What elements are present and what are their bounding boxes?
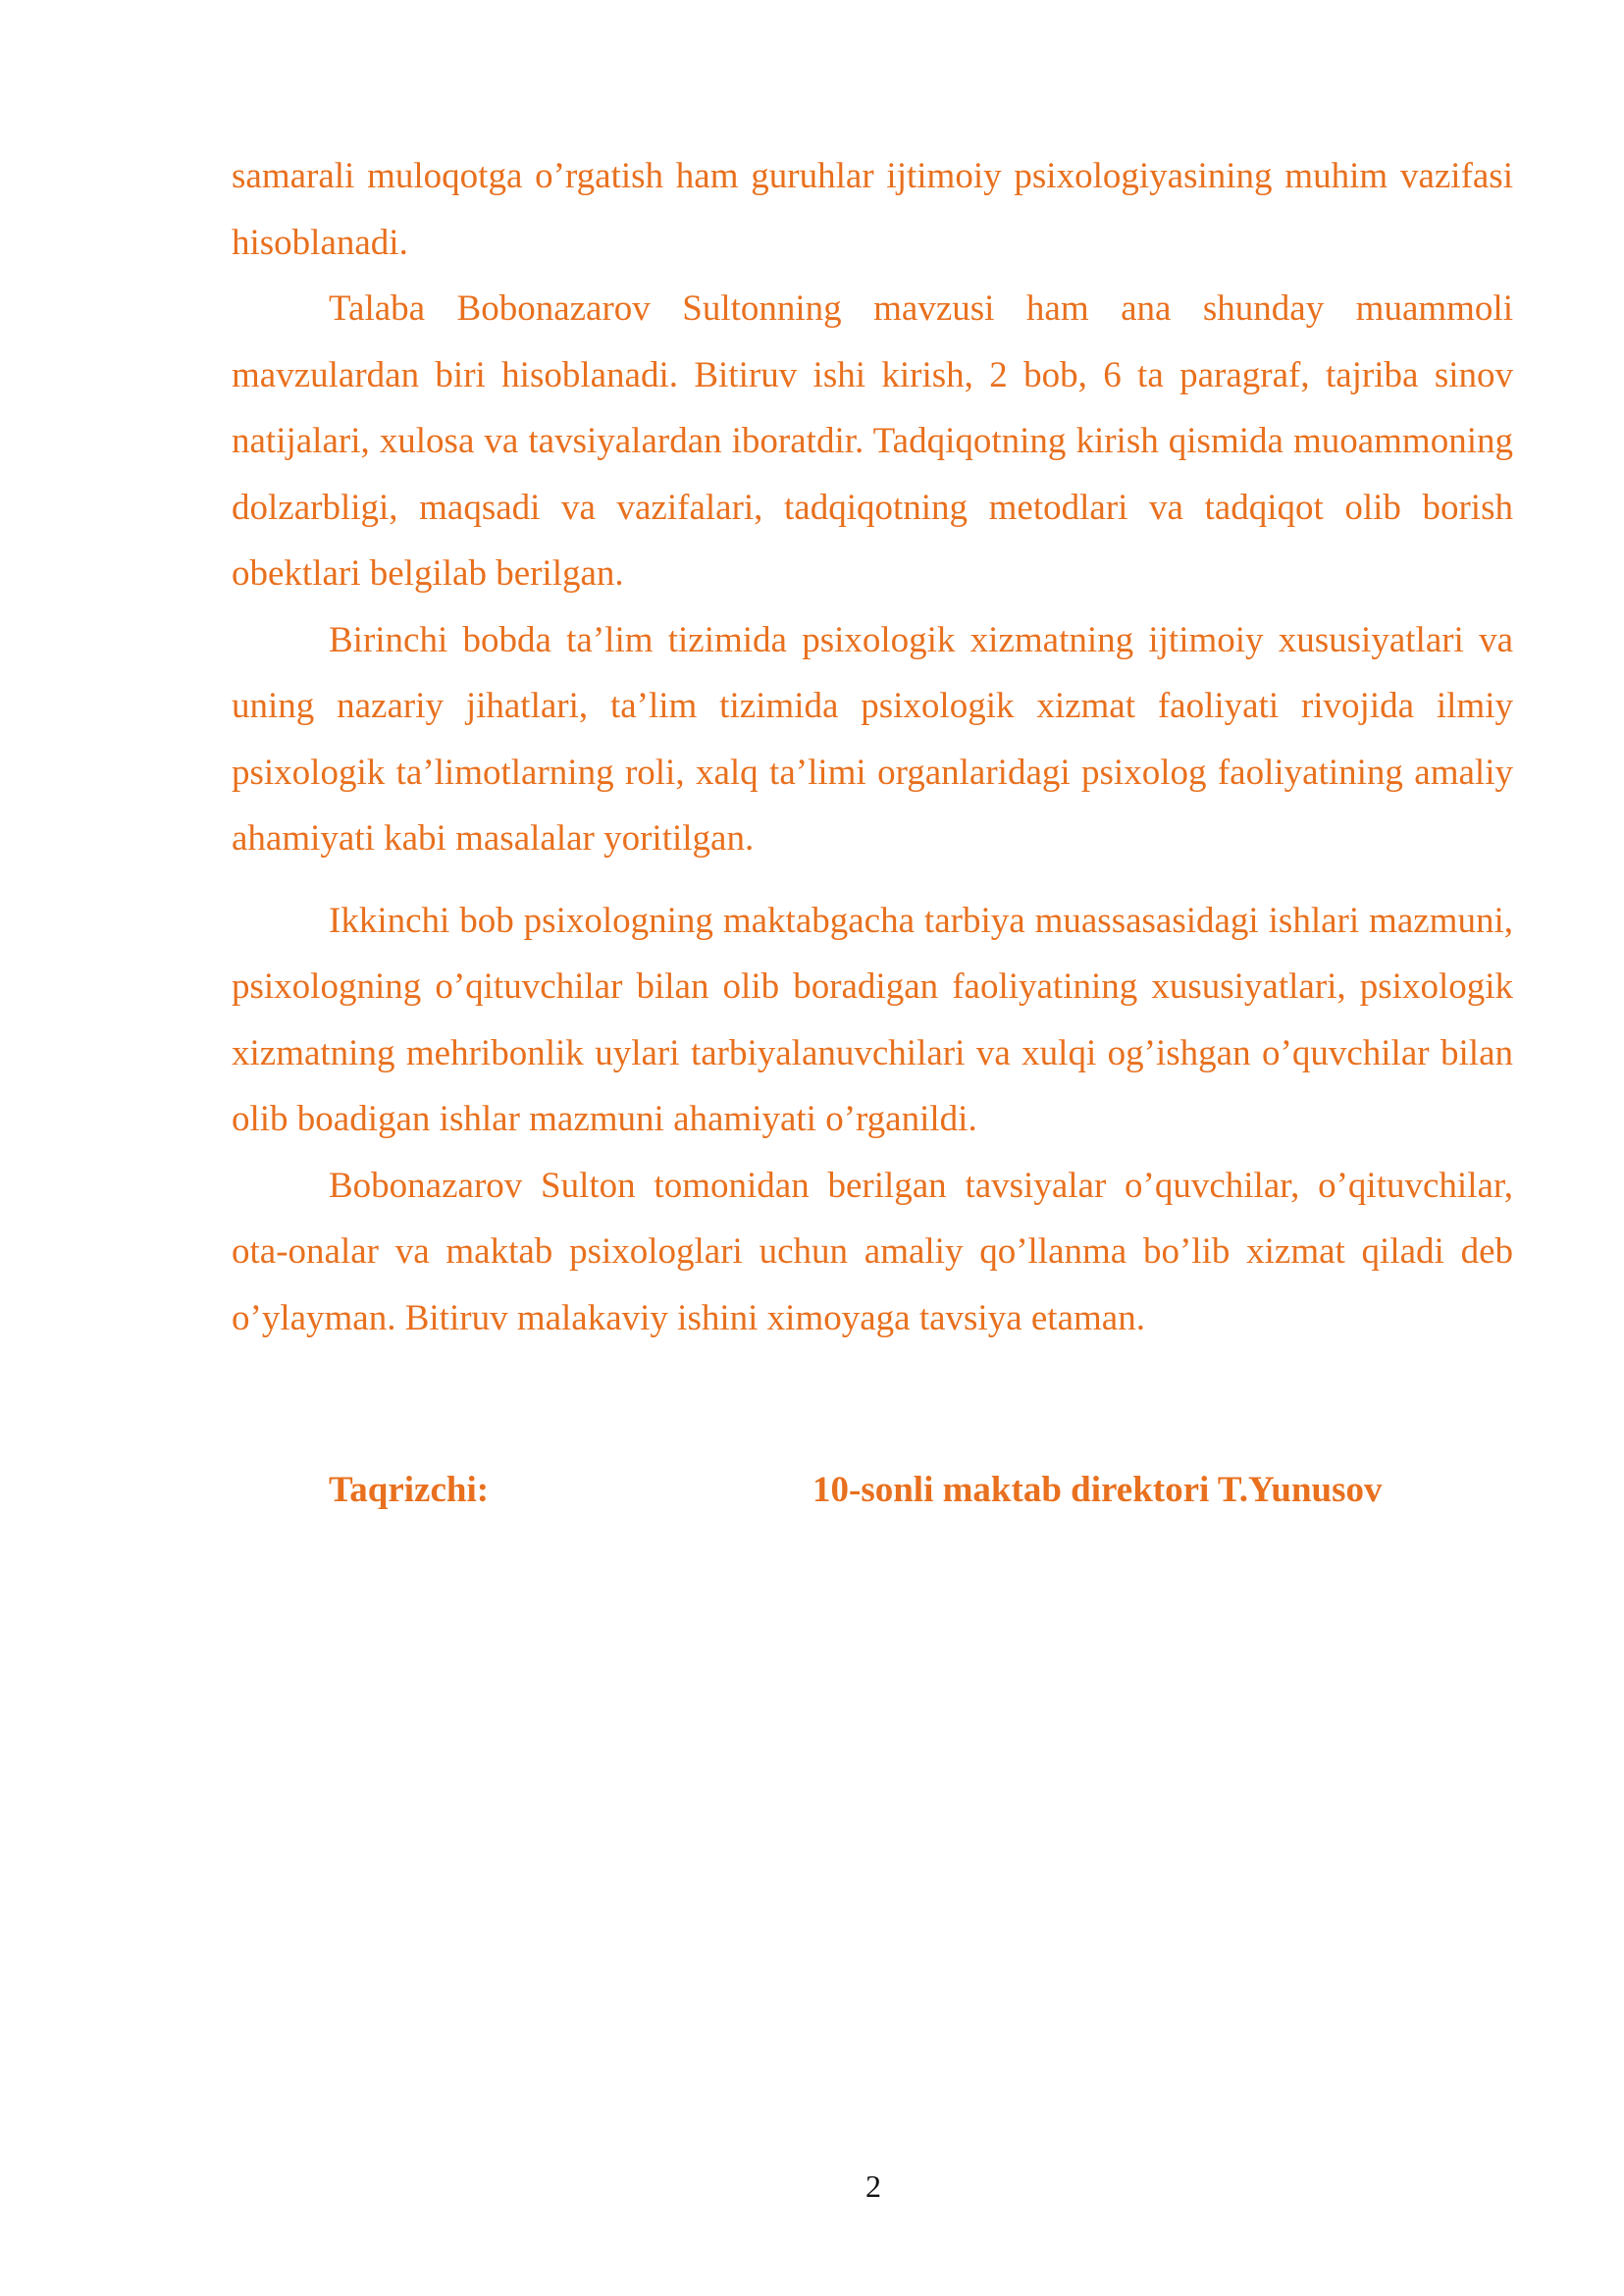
paragraph-continuation: samarali muloqotga o’rgatish ham guruhlar ijtimoiy psixologiyasining muhim vazifasi hisoblanadi.	[232, 156, 1513, 263]
review-body	[232, 143, 1513, 1351]
signature-label: Taqrizchi:	[329, 1470, 490, 1510]
signature-name: 10-sonli maktab direktori T.Yunusov	[812, 1470, 1383, 1510]
paragraph-chapter-two: Ikkinchi bob psixologning maktabgacha tarbiya muassasasidagi ishlari mazmuni, psixologning o’qituvchilar bilan olib boradigan faoliyatining xususiyatlari, psixologik xizmatning mehribonlik uylari tarbiyalanuvchilari va xulqi og’ishgan o’quvchilar bilan olib boadigan ishlar mazmuni ahamiyati o’rganildi.	[232, 900, 1513, 1139]
paragraph-topic: Talaba Bobonazarov Sultonning mavzusi ham ana shunday muammoli mavzulardan biri hisoblanadi. Bitiruv ishi kirish, 2 bob, 6 ta paragraf, tajriba sinov natijalari, xulosa va tavsiyalardan iboratdir. Tadqiqotning kirish qismida muoammoning dolzarbligi, maqsadi va vazifalari, tadqiqotning metodlari va tadqiqot olib borish obektlari belgilab berilgan.	[232, 288, 1513, 594]
page-number: 2	[865, 2168, 881, 2204]
paragraph-conclusion: Bobonazarov Sulton tomonidan berilgan tavsiyalar o’quvchilar, o’qituvchilar, ota-onalar va maktab psixologlari uchun amaliy qo’llanma bo’lib xizmat qiladi deb o’ylayman. Bitiruv malakaviy ishini ximoyaga tavsiya etaman.	[232, 1165, 1513, 1338]
paragraph-chapter-one: Birinchi bobda ta’lim tizimida psixologik xizmatning ijtimoiy xususiyatlari va uning nazariy jihatlari, ta’lim tizimida psixologik xizmat faoliyati rivojida ilmiy psixologik ta’limotlarning roli, xalq ta’limi organlaridagi psixolog faoliyatining amaliy ahamiyati kabi masalalar yoritilgan.	[232, 619, 1513, 859]
